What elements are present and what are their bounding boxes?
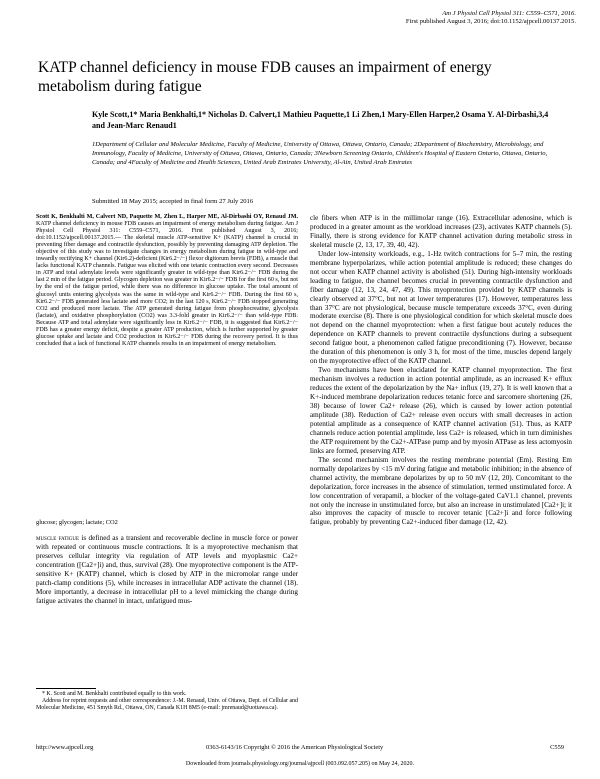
footnote-divider bbox=[36, 688, 96, 689]
paragraph: Under low-intensity workloads, e.g., 1-Hz twitch contractions for 5–7 min, the resting membrane hyperpolarizes, while action potential amplitude is reduced; these changes do not occur when KATP channel activity is abolished (51). During high-intensity workloads leading to fatigue, the channel becomes crucial in preventing contractile dysfunction and fiber damage (12, 13, 24, 47, 49). This myoprotection provided by KATP channels is clearly observed at 37°C, but not at lower temperatures (17). However, temperatures less than 37°C are not physiological, because muscle temperature exceeds 37°C, even during moderate exercise (8). There is one physiological condition for which skeletal muscle does not depend on the channel myoprotection: when a first fatigue bout acutely reduces the dependence on KATP channels to prevent contractile dysfunctions during a subsequent second fatigue bout, a phenomenon called fatigue preconditioning (7). However, because the duration of this phenomenon is only 3 h, for most of the time, muscles depend largely on the myoprotective effect of the KATP channel. bbox=[310, 249, 572, 366]
intro-right-column bbox=[310, 214, 572, 527]
page-number: C559 bbox=[550, 744, 564, 751]
abstract-text: The skeletal muscle ATP-sensitive K+ (KATP) channel is crucial in preventing fiber damage and contractile dysfunction, possibly by preventing damaging ATP depletion. The objective of this study was to investigate changes in energy metabolism during fatigue in wild-type and inwardly rectifying K+ channel (Kir6.2)-deficient (Kir6.2−/−) flexor digitorum brevis (FDB), a muscle that lacks functional KATP channels. Fatigue was elicited with one tetanic contraction every second. Decreases in ATP and total adenylate levels were significantly greater in wild-type than Kir6.2−/− FDB during the last 2 min of the fatigue period. Glycogen depletion was greater in Kir6.2−/− FDB for the first 60 s, but not by the end of the fatigue period, while there was no difference in glucose uptake. The total amount of glucosyl units entering glycolysis was the same in wild-type and Kir6.2−/− FDB. During the first 60 s, Kir6.2−/− FDB generated less lactate and more CO2; in the last 120 s, Kir6.2−/− FDB stopped generating CO2 and produced more lactate. The ATP generated during fatigue from phosphocreatine, glycolysis (lactate), and oxidative phosphorylation (CO2) was 3.3-fold greater in Kir6.2−/− than wild-type FDB. Because ATP and total adenylate were significantly less in Kir6.2−/− FDB, it is suggested that Kir6.2−/− FDB has a greater energy deficit, despite a greater ATP production, which is further supported by greater glucose uptake and lactate and CO2 production in Kir6.2−/− FDB during the recovery period. It is thus concluded that a lack of functional KATP channels results in an impairment of energy metabolism. bbox=[36, 235, 298, 347]
article-title: KATP channel deficiency in mouse FDB causes an impairment of energy metabolism during fatigue bbox=[38, 59, 492, 95]
footnote-equal-contribution: * K. Scott and M. Benkhalti contributed equally to this work. bbox=[42, 691, 187, 697]
running-head-journal: Am J Physiol Cell Physiol 311: C559–C571, 2016. bbox=[442, 10, 576, 17]
intro-left-text: is defined as a transient and recoverable decline in muscle force or power with repeated or continuous muscle contractions. It is a myoprotective mechanism that preserves cellular integrity via regulation of ATP levels and myoplasmic Ca2+ concentration ([Ca2+]i) and, thus, survival (28). One myoprotective component is the ATP-sensitive K+ (KATP) channel, which is closed by ATP in the micromolar range under patch-clamp conditions (5), while increases in intracellular ADP activate the channel (18). More importantly, a decrease in intracellular pH to a level mimicking the change during fatigue activates the channel in intact, unfatigued mus- bbox=[36, 534, 298, 605]
keywords: glucose; glycogen; lactate; CO2 bbox=[36, 519, 118, 526]
download-notice: Downloaded from journals.physiology.org/journal/ajpcell (003.092.057.205) on May 24, 2020. bbox=[185, 761, 415, 767]
footnote-correspondence: Address for reprint requests and other correspondence: J.-M. Renaud, Univ. of Ottawa, Dept. of Cellular and Molecular Medicine, 451 Smyth Rd., Ottawa, ON, Canada K1H 8M5 (e-mail: jmrenaud@uottawa.ca). bbox=[36, 698, 298, 712]
page-footer bbox=[36, 744, 564, 754]
intro-lead-words: muscle fatigue bbox=[36, 534, 80, 542]
abstract-authors: Scott K, Benkhalti M, Calvert ND, Paquette M, Zhen L, Harper ME, Al-Dirbashi OY, Renaud JM. bbox=[36, 214, 298, 220]
journal-website-link[interactable]: http://www.ajpcell.org bbox=[36, 744, 94, 751]
paragraph: cle fibers when ATP is in the millimolar range (16). Extracellular adenosine, which is produced in a greater amount as the workload increases (23), activates KATP channels (5). Finally, there is strong evidence for KATP channel activation during metabolic stress in skeletal muscle (2, 13, 17, 39, 40, 42). bbox=[310, 214, 572, 249]
author-list: Kyle Scott,1* Maria Benkhalti,1* Nicholas D. Calvert,1 Mathieu Paquette,1 Li Zhen,1 Mary-Ellen Harper,2 Osama Y. Al-Dirbashi,3,4 and Jean-Marc Renaud1 bbox=[92, 110, 549, 130]
footnotes bbox=[36, 691, 298, 713]
abstract bbox=[36, 214, 298, 348]
paragraph: The second mechanism involves the resting membrane potential (Em). Resting Em normally depolarizes by <15 mV during fatigue and metabolic inhibition; in the absence of channel activity, the membrane depolarizes by up to 50 mV (12, 20). Concomitant to the depolarization, force increases in the absence of stimulation, termed unstimulated force. A low concentration of verapamil, a blocker of the voltage-gated CaV1.1 channel, prevents not only the increase in unstimulated force, but also an increase in unstimulated [Ca2+]i; it also improves the capacity of muscle to recover tetanic [Ca2+]i and force following fatigue, probably by preventing Ca2+-induced fiber damage (12, 42). bbox=[310, 455, 572, 527]
paragraph: Two mechanisms have been elucidated for KATP channel myoprotection. The first mechanism involves a reduction in action potential amplitude, as an increased K+ efflux reduces the extent of the depolarization by the Na+ influx (19, 27). It is well known that a K+-induced membrane depolarization reduces tetanic force and sarcomere shortening (26, 38) because of lower Ca2+ release (26), which is caused by lower action potential amplitude (38). Reduction of Ca2+ release even occurs with small decreases in action potential amplitude as a consequence of KATP channel activation (51). Thus, as KATP channels reduce action potential amplitude, less Ca2+ is released, which in turn diminishes the ATP requirement by the Ca2+-ATPase pump and by myosin ATPase as less actomyosin links are formed, preserving ATP. bbox=[310, 366, 572, 455]
running-head-doi: First published August 3, 2016; doi:10.1152/ajpcell.00137.2015. bbox=[405, 18, 576, 25]
copyright-line: 0363-6143/16 Copyright © 2016 the American Physiological Society bbox=[206, 744, 384, 751]
submission-dates: Submitted 18 May 2015; accepted in final form 27 July 2016 bbox=[92, 198, 254, 205]
affiliations: 1Department of Cellular and Molecular Medicine, Faculty of Medicine, University of Ottawa, Ottawa, Ontario, Canada; 2Department of Biochemistry, Microbiology, and Immunology, Faculty of Medicine, University of Ottawa, Ottawa, Ontario, Canada; 3Newborn Screening Ontario, Children's Hospital of Eastern Ontario, Ottawa, Ontario, Canada; and 4Faculty of Medicine and Health Sciences, United Arab Emirates University, Al-Ain, United Arab Emirates bbox=[92, 141, 548, 167]
abstract-citation: KATP channel deficiency in mouse FDB causes an impairment of energy metabolism during fatigue. Am J Physiol Cell Physiol 311: C559–C571, 2016. First published August 3, 2016; doi:10.1152/ajpcell.00137.2015.— bbox=[36, 221, 298, 242]
intro-left-column bbox=[36, 534, 298, 606]
running-head bbox=[406, 10, 576, 26]
